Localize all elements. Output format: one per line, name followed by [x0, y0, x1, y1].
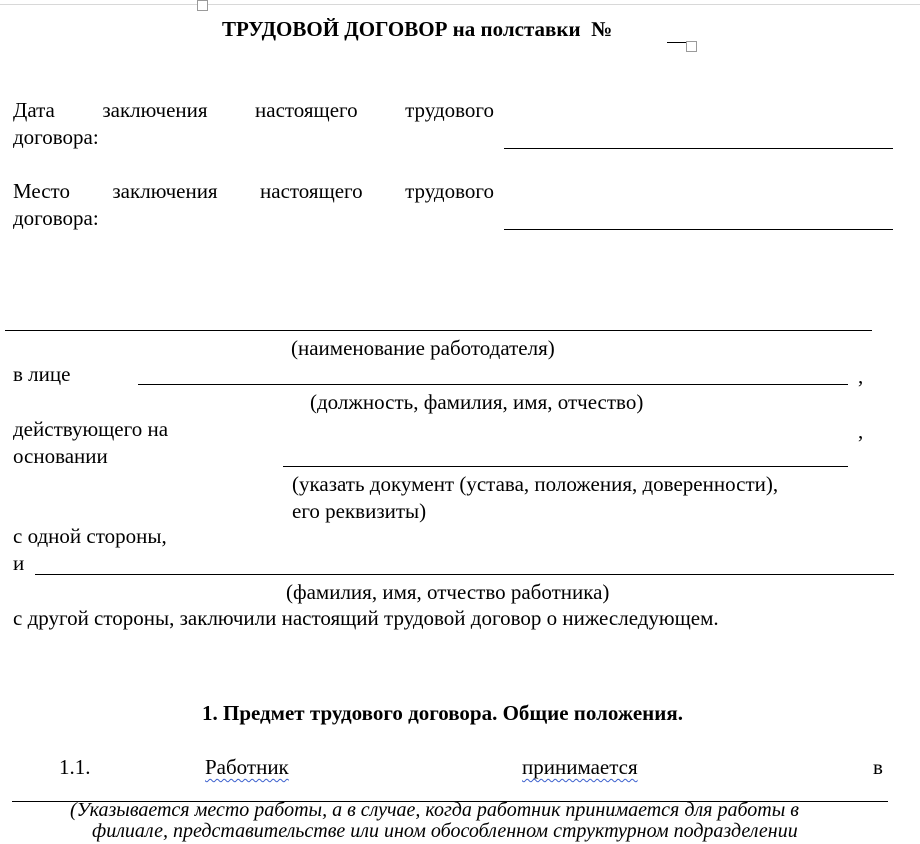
- date-word-1: Дата: [13, 98, 55, 122]
- one-side-text: с одной стороны,: [13, 524, 167, 548]
- section-1-heading: 1. Предмет трудового договора. Общие положения.: [202, 701, 683, 725]
- represented-input-line[interactable]: [138, 384, 848, 385]
- contract-number-line[interactable]: [667, 42, 687, 43]
- page-top-edge: [0, 0, 920, 5]
- clause-word-in: в: [873, 755, 883, 779]
- workplace-note-line1: (Указывается место работы, а в случае, когда работник принимается для работы в: [70, 799, 799, 821]
- workplace-note-line2: филиале, представительстве или ином обособленном структурном подразделении: [92, 820, 798, 842]
- basis-caption-line1: (указать документ (устава, положения, доверенности),: [292, 472, 779, 496]
- basis-comma: ,: [858, 419, 864, 443]
- date-input-line[interactable]: [504, 148, 893, 149]
- date-label-line2: договора:: [13, 125, 99, 149]
- employer-caption: (наименование работодателя): [291, 336, 555, 360]
- date-word-4: трудового: [405, 98, 494, 122]
- place-word-1: Место: [13, 179, 70, 203]
- place-label-line1: [13, 178, 494, 204]
- table-resize-handle-icon[interactable]: [686, 41, 697, 52]
- represented-label: в лице: [13, 362, 71, 386]
- employee-label: и: [13, 551, 25, 575]
- employee-caption: (фамилия, имя, отчество работника): [286, 580, 610, 604]
- clause-1-1-number: 1.1.: [59, 755, 91, 779]
- place-input-line[interactable]: [504, 229, 893, 230]
- represented-caption: (должность, фамилия, имя, отчество): [310, 390, 644, 414]
- date-word-2: заключения: [102, 98, 208, 122]
- represented-comma: ,: [858, 364, 864, 388]
- document-title: [222, 16, 612, 42]
- date-label-line1: [13, 97, 494, 123]
- place-word-2: заключения: [112, 179, 218, 203]
- basis-caption-line2: его реквизиты): [292, 499, 427, 523]
- basis-label-line2: основании: [13, 444, 108, 468]
- title-number-sign: №: [591, 17, 613, 41]
- employee-input-line[interactable]: [35, 574, 894, 575]
- employer-input-line[interactable]: [5, 330, 872, 331]
- other-side-text: с другой стороны, заключили настоящий трудовой договор о нижеследующем.: [13, 606, 719, 630]
- place-word-3: настоящего: [260, 179, 363, 203]
- title-text: ТРУДОВОЙ ДОГОВОР на полставки: [222, 17, 581, 41]
- clause-word-employee: Работник: [205, 755, 289, 779]
- clause-word-accepted: принимается: [522, 755, 638, 779]
- basis-label-line1: действующего на: [13, 417, 169, 441]
- basis-input-line[interactable]: [283, 466, 848, 467]
- place-label-line2: договора:: [13, 206, 99, 230]
- place-word-4: трудового: [405, 179, 494, 203]
- table-move-handle-icon[interactable]: [197, 0, 208, 11]
- date-word-3: настоящего: [255, 98, 358, 122]
